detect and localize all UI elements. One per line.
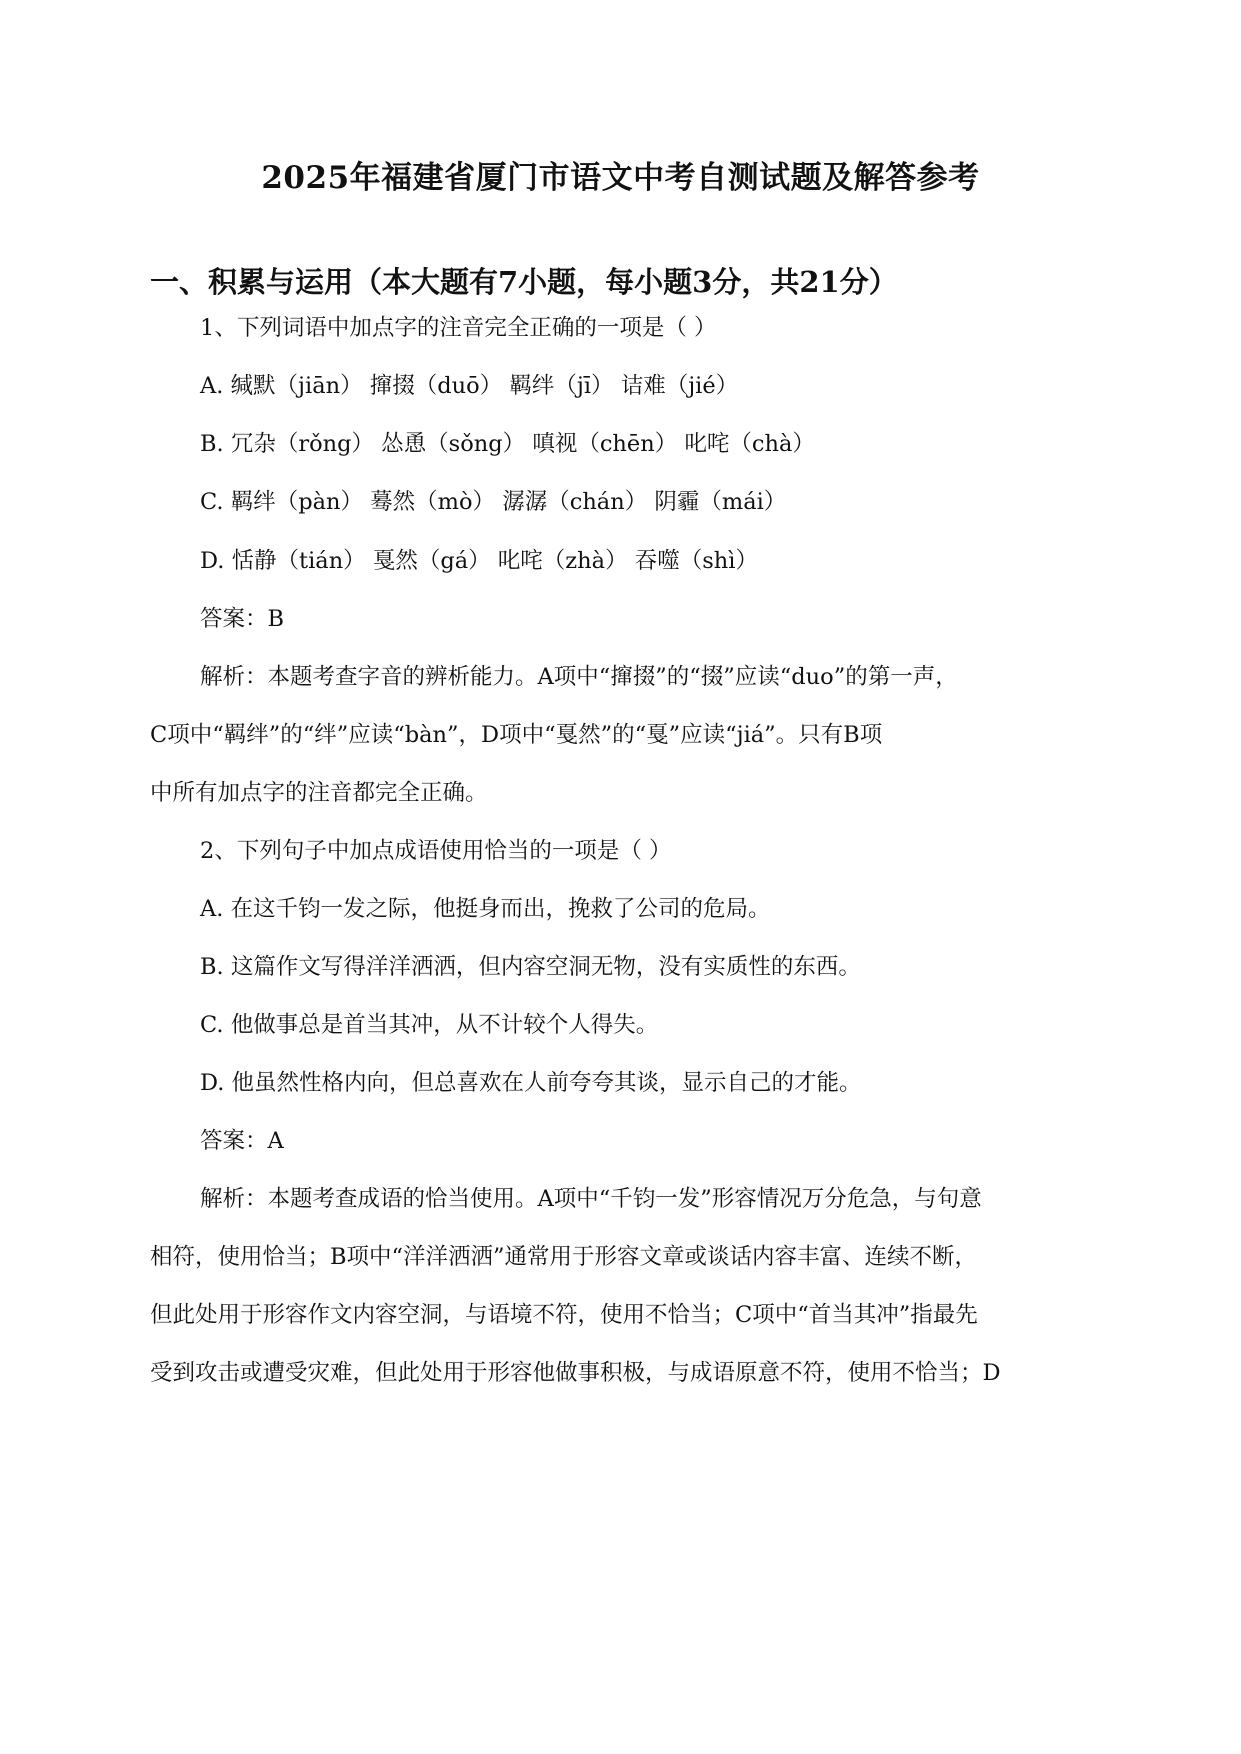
question-1-analysis-line: 中所有加点字的注音都完全正确。 — [150, 780, 488, 806]
question-2-analysis-line: 但此处用于形容作文内容空洞，与语境不符，使用不恰当；C项中“首当其冲”指最先 — [150, 1302, 978, 1328]
question-2-option-c: C. 他做事总是首当其冲，从不计较个人得失。 — [200, 1012, 659, 1038]
question-1-option-c: C. 羁绊（pàn） 蓦然（mò） 潺潺（chán） 阴霾（mái） — [200, 489, 787, 515]
question-1-answer: 答案：B — [200, 606, 285, 632]
question-1-option-b: B. 冗杂（rǒng） 怂恿（sǒng） 嗔视（chēn） 叱咤（chà） — [200, 431, 815, 457]
question-1-stem: 1、下列词语中加点字的注音完全正确的一项是（ ） — [200, 315, 717, 341]
question-1-option-a: A. 缄默（jiān） 撺掇（duō） 羁绊（jī） 诘难（jié） — [200, 373, 739, 399]
document-title: 2025年福建省厦门市语文中考自测试题及解答参考 — [261, 160, 980, 196]
question-1-option-d: D. 恬静（tián） 戛然（gá） 叱咤（zhà） 吞噬（shì） — [200, 548, 758, 574]
question-2-stem: 2、下列句子中加点成语使用恰当的一项是（ ） — [200, 838, 672, 864]
section-heading: 一、积累与运用（本大题有7小题，每小题3分，共21分） — [150, 265, 898, 299]
question-2-analysis-line: 解析：本题考查成语的恰当使用。A项中“千钧一发”形容情况万分危急，与句意 — [200, 1186, 982, 1212]
question-1-analysis-line: C项中“羁绊”的“绊”应读“bàn”，D项中“戛然”的“戛”应读“jiá”。只有B项 — [150, 722, 883, 748]
question-2-analysis-line: 相符，使用恰当；B项中“洋洋洒洒”通常用于形容文章或谈话内容丰富、连续不断， — [150, 1244, 978, 1270]
question-2-option-a: A. 在这千钧一发之际，他挺身而出，挽救了公司的危局。 — [200, 896, 771, 922]
question-2-analysis-line: 受到攻击或遭受灾难，但此处用于形容他做事积极，与成语原意不符，使用不恰当；D — [150, 1360, 1001, 1386]
question-2-option-d: D. 他虽然性格内向，但总喜欢在人前夸夸其谈，显示自己的才能。 — [200, 1070, 862, 1096]
question-2-answer: 答案：A — [200, 1128, 284, 1154]
question-1-analysis-line: 解析：本题考查字音的辨析能力。A项中“撺掇”的“掇”应读“duo”的第一声， — [200, 664, 958, 690]
question-2-option-b: B. 这篇作文写得洋洋洒洒，但内容空洞无物，没有实质性的东西。 — [200, 954, 861, 980]
